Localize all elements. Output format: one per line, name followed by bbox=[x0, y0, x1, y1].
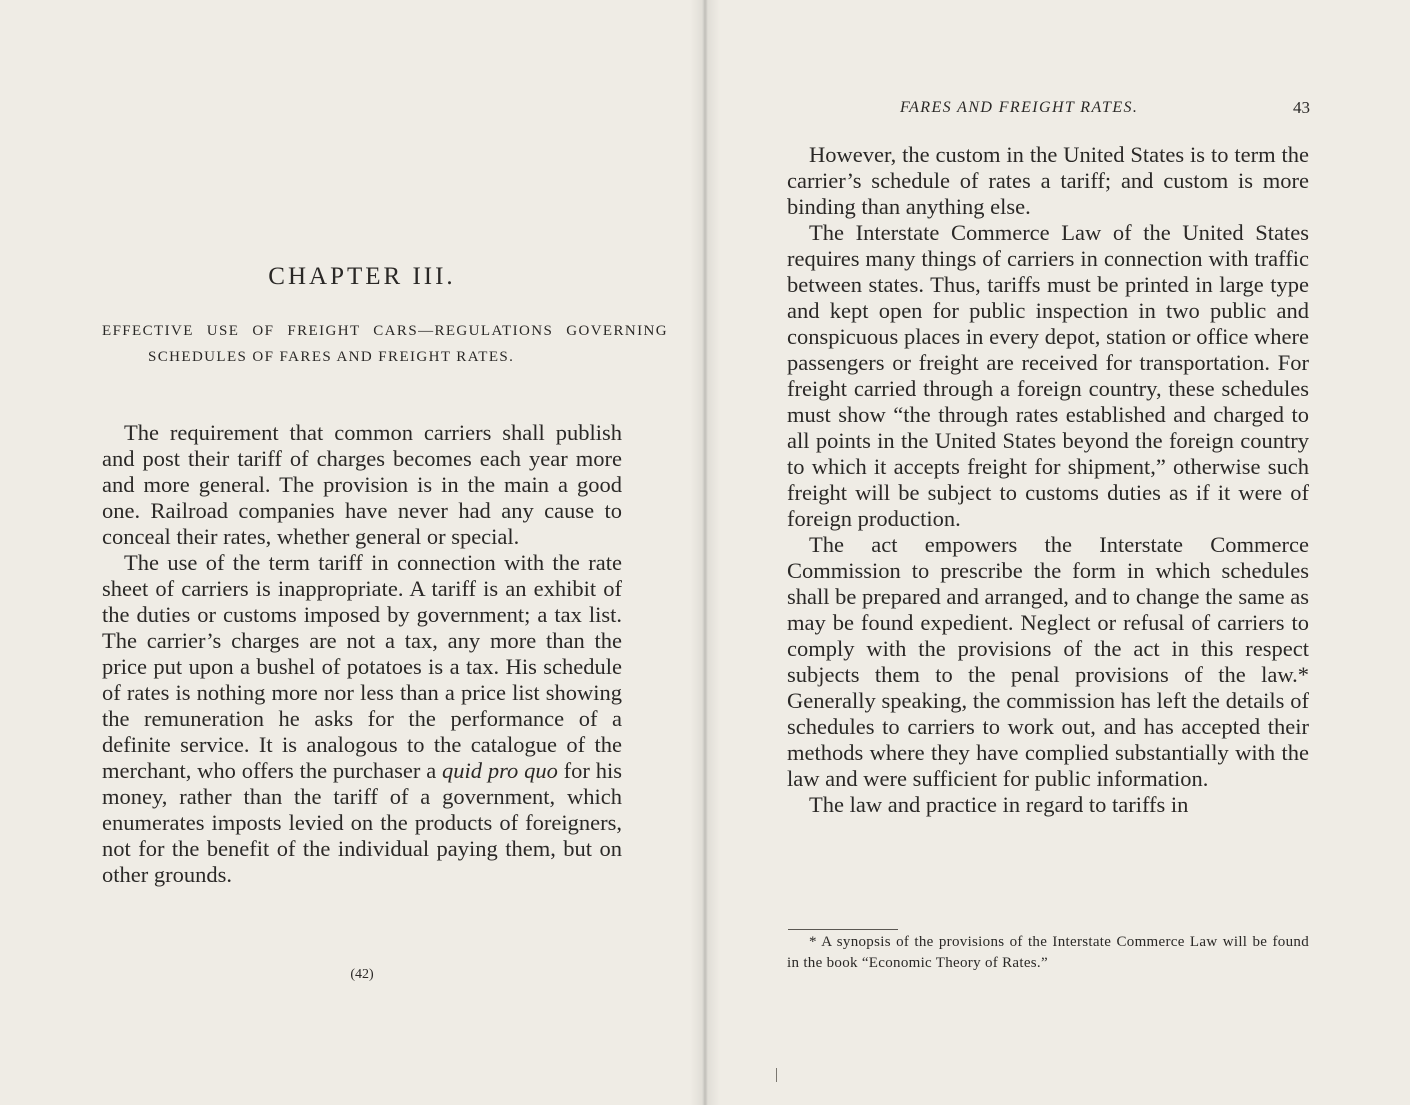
paragraph: The requirement that common carriers shall publish and post their tariff of charges becomes each year more and more general. The provision is in the main a good one. Railroad companies have never had any cause to conceal their rates, whether general or special. bbox=[102, 420, 622, 549]
latin-phrase: quid pro quo bbox=[442, 758, 558, 783]
book-gutter bbox=[690, 0, 720, 1105]
paragraph-text: The use of the term tariff in connection with the rate sheet of carriers is inappropriate. A tariff is an exhibit of the duties or customs imposed by government; a tax list. The carrier’s charges are not a tax, any more than the price put upon a bushel of potatoes is a tax. His schedule of rates is nothing more nor less than a price list showing the remuneration he asks for the performance of a definite service. It is analogous to the catalogue of the merchant, who offers the purchaser a bbox=[102, 550, 622, 783]
footnote-rule bbox=[788, 929, 898, 930]
running-header: FARES AND FREIGHT RATES. bbox=[900, 99, 1139, 116]
page-mark bbox=[776, 1068, 777, 1082]
chapter-subtitle: EFFECTIVE USE OF FREIGHT CARS—REGULATIONS GOVERNING SCHEDULES OF FARES AND FREIGHT RATES. bbox=[102, 323, 668, 365]
paragraph: The act empowers the Interstate Commerce Commission to prescribe the form in which schedules shall be prepared and arranged, and to change the same as may be found expedient. Neglect or refusal of carriers to comply with the provisions of the act in this respect subjects them to the penal provisions of the law.* Generally speaking, the commission has left the details of schedules to carriers to work out, and has accepted their methods where they have complied substantially with the law and were sufficient for public information. bbox=[787, 532, 1309, 791]
page-folio: (42) bbox=[350, 967, 374, 982]
left-page bbox=[0, 0, 704, 1105]
footnote: * A synopsis of the provisions of the Interstate Commerce Law will be found in the book “Economic Theory of Rates.” bbox=[787, 934, 1309, 971]
chapter-title: CHAPTER III. bbox=[268, 263, 456, 290]
paragraph: However, the custom in the United States is to term the carrier’s schedule of rates a tariff; and custom is more binding than anything else. bbox=[787, 142, 1309, 219]
paragraph: The Interstate Commerce Law of the United States requires many things of carriers in connection with traffic between states. Thus, tariffs must be printed in large type and kept open for public inspection in two public and conspicuous places in every depot, station or office where passengers or freight are received for transportation. For freight carried through a foreign country, these schedules must show “the through rates established and charged to all points in the United States beyond the foreign country to which it accepts freight for shipment,” otherwise such freight will be subject to customs duties as if it were of foreign production. bbox=[787, 220, 1309, 531]
left-body-text bbox=[102, 420, 622, 888]
page-number: 43 bbox=[1293, 98, 1310, 117]
right-body-text bbox=[787, 142, 1309, 818]
paragraph: The law and practice in regard to tariffs in bbox=[809, 792, 1189, 817]
paragraph-text: for his money, rather than the tariff of a government, which enumerates imposts levied on the products of foreigners, not for the benefit of the individual paying them, but on other grounds. bbox=[102, 758, 622, 887]
paragraph bbox=[102, 550, 622, 888]
